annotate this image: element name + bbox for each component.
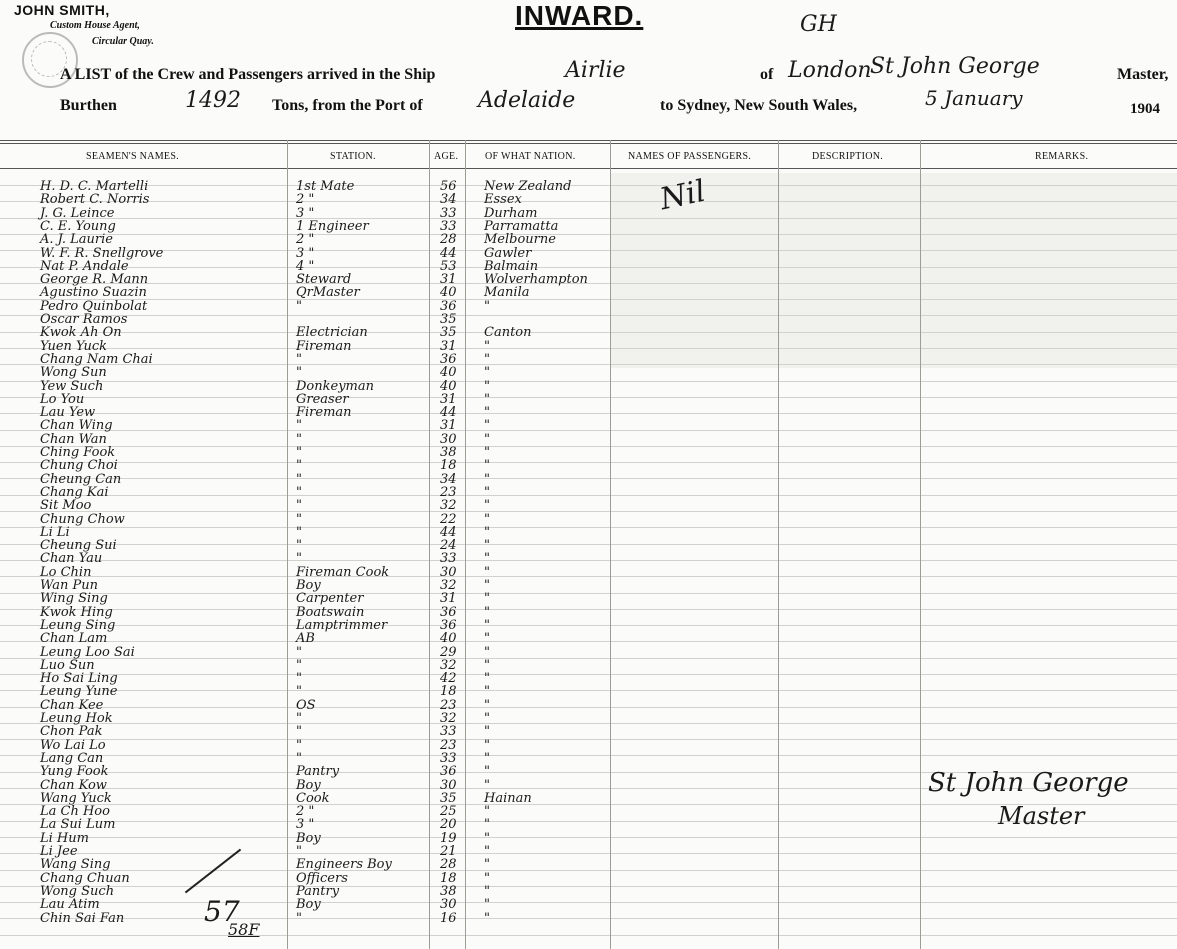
crew-nation: " [484, 605, 490, 620]
crew-age: 16 [440, 911, 457, 926]
crew-age: 25 [440, 804, 457, 819]
crew-station: Engineers Boy [296, 857, 392, 872]
crew-name: Agustino Suazin [40, 285, 147, 300]
crew-nation: " [484, 751, 490, 766]
crew-station: AB [296, 631, 315, 646]
crew-name: Chan Yau [40, 551, 103, 566]
destination-label: to Sydney, New South Wales, [660, 97, 858, 114]
crew-age: 31 [440, 392, 457, 407]
crew-station: " [296, 751, 302, 766]
crew-name: Lau Atim [40, 897, 100, 912]
table-top-rule-2 [0, 143, 1177, 144]
crew-nation: " [484, 551, 490, 566]
crew-station: Fireman [296, 339, 352, 354]
crew-station: 3 " [296, 817, 315, 832]
crew-age: 18 [440, 684, 457, 699]
burthen-label: Burthen [60, 97, 117, 114]
col-header-remarks: REMARKS. [1035, 151, 1089, 162]
crew-name: Nat P. Andale [40, 259, 129, 274]
crew-station: " [296, 684, 302, 699]
crew-name: Chon Pak [40, 724, 103, 739]
crew-name: Chan Lam [40, 631, 108, 646]
col-header-nation: OF WHAT NATION. [485, 151, 576, 162]
crew-nation: " [484, 392, 490, 407]
crew-name: Leung Hok [40, 711, 113, 726]
crew-name: Wang Yuck [40, 791, 112, 806]
agent-name: JOHN SMITH, [14, 2, 110, 18]
crew-nation: " [484, 658, 490, 673]
crew-age: 33 [440, 219, 457, 234]
crew-station: " [296, 432, 302, 447]
crew-station: " [296, 352, 302, 367]
crew-station: Boy [296, 831, 321, 846]
crew-age: 42 [440, 671, 457, 686]
crew-name: Lo Chin [40, 565, 92, 580]
crew-name: Kwok Ah On [40, 325, 122, 340]
crew-nation: Durham [484, 206, 538, 221]
crew-name: Sit Moo [40, 498, 92, 513]
crew-name: Li Li [40, 525, 70, 540]
header-bottom-rule [0, 168, 1177, 169]
of-label: of [760, 66, 774, 83]
crew-station: " [296, 458, 302, 473]
crew-nation: Manila [484, 285, 530, 300]
crew-name: Wong Sun [40, 365, 107, 380]
crew-name: Yew Such [40, 379, 104, 394]
crew-nation: New Zealand [484, 179, 572, 194]
crew-station: Fireman [296, 405, 352, 420]
crew-name: Leung Loo Sai [40, 645, 135, 660]
tons-label: Tons, from the Port of [272, 97, 423, 114]
crew-nation: " [484, 671, 490, 686]
crew-nation: " [484, 911, 490, 926]
crew-nation: " [484, 445, 490, 460]
crew-nation: " [484, 631, 490, 646]
crew-station: " [296, 844, 302, 859]
crew-name: La Ch Hoo [40, 804, 110, 819]
crew-nation: " [484, 804, 490, 819]
crew-nation: " [484, 405, 490, 420]
burthen-value: 1492 [185, 88, 241, 113]
master-label: Master, [1117, 66, 1169, 83]
initials-mark: GH [800, 12, 837, 37]
crew-name: Yung Fook [40, 764, 109, 779]
crew-nation: " [484, 418, 490, 433]
crew-station: 3 " [296, 246, 315, 261]
crew-name: Cheung Can [40, 472, 122, 487]
crew-nation: Hainan [484, 791, 532, 806]
crew-age: 44 [440, 246, 457, 261]
crew-station: " [296, 738, 302, 753]
crew-nation: " [484, 778, 490, 793]
crew-station: " [296, 551, 302, 566]
crew-name: Chang Nam Chai [40, 352, 153, 367]
crew-name: Ching Fook [40, 445, 116, 460]
crew-nation: " [484, 458, 490, 473]
crew-name: La Sui Lum [40, 817, 116, 832]
crew-age: 30 [440, 778, 457, 793]
crew-nation: " [484, 485, 490, 500]
crew-name: Chung Chow [40, 512, 125, 527]
crew-nation: Wolverhampton [484, 272, 588, 287]
crew-age: 32 [440, 498, 457, 513]
crew-nation: " [484, 711, 490, 726]
crew-age: 31 [440, 272, 457, 287]
crew-age: 18 [440, 871, 457, 886]
crew-age: 33 [440, 751, 457, 766]
crew-name: Chan Wan [40, 432, 107, 447]
crew-age: 31 [440, 591, 457, 606]
crew-nation: Gawler [484, 246, 532, 261]
crew-station: Boy [296, 778, 321, 793]
crew-age: 34 [440, 472, 457, 487]
crew-nation: " [484, 884, 490, 899]
crew-station: " [296, 512, 302, 527]
crew-name: Lang Can [40, 751, 104, 766]
crew-age: 30 [440, 565, 457, 580]
crew-station: " [296, 299, 302, 314]
col-header-description: DESCRIPTION. [812, 151, 884, 162]
crew-age: 32 [440, 578, 457, 593]
crew-name: Chang Chuan [40, 871, 130, 886]
table-top-rule [0, 140, 1177, 141]
crew-station: Electrician [296, 325, 368, 340]
crew-name: Chin Sai Fan [40, 911, 125, 926]
crew-station: 2 " [296, 804, 315, 819]
crew-name: Kwok Hing [40, 605, 113, 620]
crew-name: Cheung Sui [40, 538, 117, 553]
crew-name: Wang Sing [40, 857, 111, 872]
crew-age: 35 [440, 325, 457, 340]
crew-station: " [296, 538, 302, 553]
crew-station: 2 " [296, 232, 315, 247]
crew-age: 23 [440, 738, 457, 753]
crew-name: C. E. Young [40, 219, 116, 234]
crew-age: 20 [440, 817, 457, 832]
crew-station: Cook [296, 791, 330, 806]
crew-age: 23 [440, 485, 457, 500]
crew-age: 22 [440, 512, 457, 527]
crew-age: 44 [440, 525, 457, 540]
master-signature: St John George [928, 768, 1129, 798]
crew-age: 28 [440, 232, 457, 247]
crew-station: " [296, 525, 302, 540]
crew-name: Lo You [40, 392, 85, 407]
crew-age: 36 [440, 764, 457, 779]
crew-nation: " [484, 512, 490, 527]
crew-age: 31 [440, 339, 457, 354]
crew-station: " [296, 645, 302, 660]
crew-age: 32 [440, 711, 457, 726]
crew-station: Boatswain [296, 605, 365, 620]
crew-nation: " [484, 684, 490, 699]
crew-name: Leung Yune [40, 684, 118, 699]
crew-age: 23 [440, 698, 457, 713]
arrival-date: 5 January [925, 86, 1023, 110]
master-signature-title: Master [998, 802, 1085, 830]
crew-age: 38 [440, 884, 457, 899]
crew-station: QrMaster [296, 285, 360, 300]
crew-name: Chan Kow [40, 778, 107, 793]
crew-name: Wo Lai Lo [40, 738, 106, 753]
crew-nation: " [484, 645, 490, 660]
crew-station: Officers [296, 871, 348, 886]
tally-code: 58F [228, 920, 260, 939]
crew-name: Chan Kee [40, 698, 104, 713]
crew-station: 2 " [296, 192, 315, 207]
port-of-origin: Adelaide [478, 88, 576, 113]
crew-age: 18 [440, 458, 457, 473]
crew-nation: " [484, 831, 490, 846]
crew-name: Yuen Yuck [40, 339, 108, 354]
crew-station: 3 " [296, 206, 315, 221]
crew-age: 34 [440, 192, 457, 207]
crew-nation: " [484, 817, 490, 832]
crew-age: 33 [440, 206, 457, 221]
crew-nation: " [484, 591, 490, 606]
crew-age: 40 [440, 285, 457, 300]
master-name: St John George [870, 54, 1040, 79]
agent-role: Custom House Agent, [50, 20, 140, 31]
crew-nation: " [484, 432, 490, 447]
crew-station: " [296, 911, 302, 926]
crew-nation: " [484, 565, 490, 580]
crew-nation: " [484, 844, 490, 859]
crew-station: Boy [296, 578, 321, 593]
crew-name: Leung Sing [40, 618, 116, 633]
crew-age: 32 [440, 658, 457, 673]
crew-nation: " [484, 857, 490, 872]
crew-age: 40 [440, 379, 457, 394]
crew-nation: Melbourne [484, 232, 556, 247]
crew-age: 28 [440, 857, 457, 872]
ship-origin: London [788, 58, 872, 83]
crew-name: Wing Sing [40, 591, 108, 606]
crew-name: Li Jee [40, 844, 78, 859]
crew-station: OS [296, 698, 316, 713]
crew-age: 30 [440, 897, 457, 912]
crew-station: 1st Mate [296, 179, 355, 194]
crew-name: Lau Yew [40, 405, 96, 420]
crew-station: " [296, 658, 302, 673]
crew-age: 36 [440, 605, 457, 620]
crew-nation: " [484, 618, 490, 633]
arrival-year: 1904 [1130, 101, 1160, 117]
crew-nation: " [484, 339, 490, 354]
crew-age: 19 [440, 831, 457, 846]
crew-nation: Balmain [484, 259, 539, 274]
crew-station: " [296, 711, 302, 726]
crew-nation: " [484, 871, 490, 886]
crew-name: Chan Wing [40, 418, 113, 433]
crew-age: 30 [440, 432, 457, 447]
crew-station: " [296, 445, 302, 460]
crew-age: 56 [440, 179, 457, 194]
crew-nation: " [484, 698, 490, 713]
crew-name: Ho Sai Ling [40, 671, 118, 686]
crew-station: Greaser [296, 392, 349, 407]
crew-nation: " [484, 498, 490, 513]
crew-age: 36 [440, 299, 457, 314]
crew-nation: " [484, 379, 490, 394]
crew-age: 40 [440, 365, 457, 380]
crew-station: Pantry [296, 884, 340, 899]
crew-nation: Parramatta [484, 219, 559, 234]
crew-nation: " [484, 352, 490, 367]
crew-age: 33 [440, 551, 457, 566]
crew-age: 29 [440, 645, 457, 660]
crew-nation: " [484, 525, 490, 540]
crew-station: Boy [296, 897, 321, 912]
crew-name: Pedro Quinbolat [40, 299, 148, 314]
list-prefix: A LIST of the Crew and Passengers arrived in the Ship [60, 66, 436, 83]
crew-name: George R. Mann [40, 272, 149, 287]
ship-name: Airlie [565, 58, 626, 83]
crew-age: 36 [440, 352, 457, 367]
crew-name: Wan Pun [40, 578, 98, 593]
agent-place: Circular Quay. [92, 36, 154, 47]
crew-station: " [296, 671, 302, 686]
crew-nation: " [484, 578, 490, 593]
col-header-age: AGE. [434, 151, 459, 162]
crew-nation: " [484, 538, 490, 553]
crew-station: " [296, 724, 302, 739]
crew-station: Pantry [296, 764, 340, 779]
crew-station: Steward [296, 272, 352, 287]
crew-age: 38 [440, 445, 457, 460]
crew-station: " [296, 498, 302, 513]
crew-name: Wong Such [40, 884, 115, 899]
crew-station: " [296, 365, 302, 380]
crew-station: Fireman Cook [296, 565, 390, 580]
col-header-names: SEAMEN'S NAMES. [86, 151, 179, 162]
crew-name: A. J. Laurie [40, 232, 113, 247]
crew-station: " [296, 472, 302, 487]
crew-age: 35 [440, 312, 457, 327]
crew-count-tally: 57 [204, 895, 240, 928]
crew-station: Lamptrimmer [296, 618, 388, 633]
crew-nation: " [484, 738, 490, 753]
crew-name: H. D. C. Martelli [40, 179, 149, 194]
crew-name: Li Hum [40, 831, 89, 846]
crew-age: 40 [440, 631, 457, 646]
passengers-nil-mark: Nil [656, 173, 709, 218]
crew-name: Robert C. Norris [40, 192, 150, 207]
crew-nation: Essex [484, 192, 522, 207]
crew-name: W. F. R. Snellgrove [40, 246, 164, 261]
crew-age: 36 [440, 618, 457, 633]
crew-station: " [296, 485, 302, 500]
crew-nation: " [484, 764, 490, 779]
crew-age: 44 [440, 405, 457, 420]
ruled-line [0, 935, 1177, 936]
crew-name: Oscar Ramos [40, 312, 128, 327]
crew-age: 53 [440, 259, 457, 274]
crew-station: " [296, 418, 302, 433]
crew-name: J. G. Leince [40, 206, 115, 221]
crew-nation: " [484, 365, 490, 380]
crew-age: 31 [440, 418, 457, 433]
crew-row [0, 910, 1177, 927]
crew-name: Luo Sun [40, 658, 95, 673]
crew-nation: " [484, 299, 490, 314]
crew-name: Chang Kai [40, 485, 109, 500]
crew-station: 1 Engineer [296, 219, 369, 234]
crew-nation: Canton [484, 325, 532, 340]
crew-age: 24 [440, 538, 457, 553]
crew-age: 35 [440, 791, 457, 806]
form-title: INWARD. [515, 0, 644, 31]
crew-age: 33 [440, 724, 457, 739]
crew-station: 4 " [296, 259, 315, 274]
col-header-station: STATION. [330, 151, 376, 162]
crew-name: Chung Choi [40, 458, 118, 473]
crew-station: Donkeyman [296, 379, 374, 394]
crew-nation: " [484, 724, 490, 739]
crew-nation: " [484, 472, 490, 487]
crew-station: Carpenter [296, 591, 364, 606]
col-header-passengers: NAMES OF PASSENGERS. [628, 151, 752, 162]
crew-age: 21 [440, 844, 457, 859]
crew-nation: " [484, 897, 490, 912]
